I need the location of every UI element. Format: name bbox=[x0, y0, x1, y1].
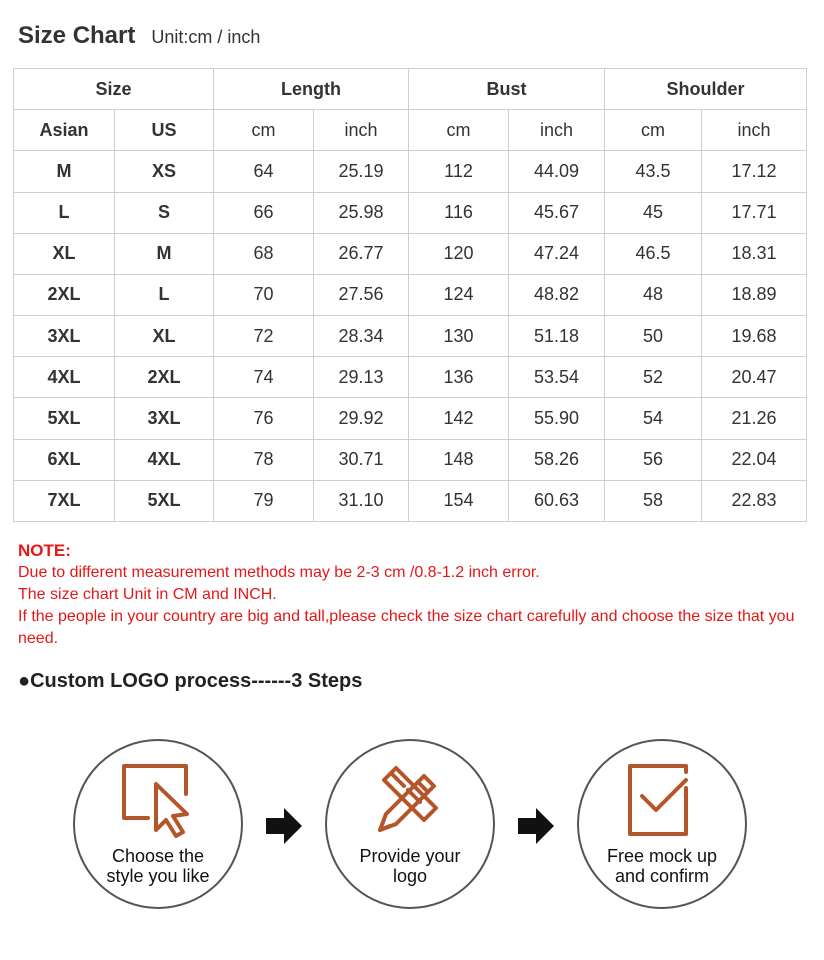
note-line: If the people in your country are big and tall,please check the size chart carefully and choose the size that you need. bbox=[18, 608, 795, 647]
table-cell: 54 bbox=[605, 398, 702, 439]
step-choose-style bbox=[72, 738, 244, 910]
table-cell: 68 bbox=[214, 233, 314, 274]
table-cell: 116 bbox=[409, 192, 509, 233]
arrow-right-icon bbox=[518, 806, 554, 846]
table-cell: 22.04 bbox=[702, 439, 807, 480]
table-cell: 7XL bbox=[14, 480, 115, 521]
table-cell: XL bbox=[14, 233, 115, 274]
table-cell: 22.83 bbox=[702, 480, 807, 521]
shoulder-group-header: Shoulder bbox=[605, 69, 807, 110]
table-cell: 29.13 bbox=[314, 357, 409, 398]
step-label-line: Provide your bbox=[359, 846, 461, 866]
table-cell: 4XL bbox=[115, 439, 214, 480]
table-row bbox=[14, 398, 807, 439]
table-cell: 4XL bbox=[14, 357, 115, 398]
table-cell: XS bbox=[115, 151, 214, 192]
table-cell: 51.18 bbox=[509, 316, 605, 357]
table-cell: 29.92 bbox=[314, 398, 409, 439]
table-cell: 72 bbox=[214, 316, 314, 357]
sub-header-row bbox=[14, 110, 807, 151]
bust-inch-header: inch bbox=[509, 110, 605, 151]
table-cell: 53.54 bbox=[509, 357, 605, 398]
note-line: Due to different measurement methods may be 2-3 cm /0.8-1.2 inch error. bbox=[18, 564, 540, 581]
table-cell: 5XL bbox=[14, 398, 115, 439]
table-cell: 55.90 bbox=[509, 398, 605, 439]
table-cell: M bbox=[14, 151, 115, 192]
step-label bbox=[324, 846, 496, 886]
table-cell: 70 bbox=[214, 274, 314, 315]
note-section bbox=[18, 540, 808, 650]
table-cell: 76 bbox=[214, 398, 314, 439]
length-inch-header: inch bbox=[314, 110, 409, 151]
table-cell: 66 bbox=[214, 192, 314, 233]
table-cell: 48.82 bbox=[509, 274, 605, 315]
table-cell: 120 bbox=[409, 233, 509, 274]
step-label bbox=[576, 846, 748, 886]
table-cell: XL bbox=[115, 316, 214, 357]
shoulder-cm-header: cm bbox=[605, 110, 702, 151]
table-cell: 50 bbox=[605, 316, 702, 357]
table-cell: 3XL bbox=[14, 316, 115, 357]
table-row bbox=[14, 151, 807, 192]
group-header-row bbox=[14, 69, 807, 110]
table-cell: 78 bbox=[214, 439, 314, 480]
table-cell: 130 bbox=[409, 316, 509, 357]
table-cell: 28.34 bbox=[314, 316, 409, 357]
step-label-line: and confirm bbox=[614, 866, 710, 886]
table-cell: 58 bbox=[605, 480, 702, 521]
table-cell: 124 bbox=[409, 274, 509, 315]
table-cell: 5XL bbox=[115, 480, 214, 521]
size-table bbox=[13, 68, 807, 522]
table-cell: 154 bbox=[409, 480, 509, 521]
table-cell: 112 bbox=[409, 151, 509, 192]
step-mock-up bbox=[576, 738, 748, 910]
table-cell: 18.31 bbox=[702, 233, 807, 274]
table-cell: 30.71 bbox=[314, 439, 409, 480]
step-label-line: Free mock up bbox=[606, 846, 718, 866]
table-row bbox=[14, 480, 807, 521]
table-cell: 48 bbox=[605, 274, 702, 315]
table-cell: 64 bbox=[214, 151, 314, 192]
size-chart-header bbox=[18, 22, 260, 50]
table-row bbox=[14, 274, 807, 315]
table-cell: 52 bbox=[605, 357, 702, 398]
table-cell: 31.10 bbox=[314, 480, 409, 521]
table-cell: 25.19 bbox=[314, 151, 409, 192]
table-cell: 58.26 bbox=[509, 439, 605, 480]
table-cell: 2XL bbox=[115, 357, 214, 398]
table-cell: 21.26 bbox=[702, 398, 807, 439]
unit-label: Unit:cm / inch bbox=[151, 27, 261, 47]
table-cell: 45 bbox=[605, 192, 702, 233]
table-cell: L bbox=[115, 274, 214, 315]
table-cell: 6XL bbox=[14, 439, 115, 480]
step-label-line: Choose the bbox=[111, 846, 205, 866]
table-cell: 47.24 bbox=[509, 233, 605, 274]
table-cell: 17.71 bbox=[702, 192, 807, 233]
us-size-header: US bbox=[115, 110, 214, 151]
table-row bbox=[14, 233, 807, 274]
table-row bbox=[14, 439, 807, 480]
table-cell: 148 bbox=[409, 439, 509, 480]
table-cell: 79 bbox=[214, 480, 314, 521]
table-cell: 60.63 bbox=[509, 480, 605, 521]
step-label-line: logo bbox=[392, 866, 428, 886]
table-cell: 25.98 bbox=[314, 192, 409, 233]
table-cell: 3XL bbox=[115, 398, 214, 439]
length-group-header: Length bbox=[214, 69, 409, 110]
size-group-header: Size bbox=[14, 69, 214, 110]
arrow-right-icon bbox=[266, 806, 302, 846]
table-cell: 46.5 bbox=[605, 233, 702, 274]
step-label-line: style you like bbox=[106, 866, 210, 886]
table-cell: 27.56 bbox=[314, 274, 409, 315]
table-cell: 17.12 bbox=[702, 151, 807, 192]
table-row bbox=[14, 316, 807, 357]
table-cell: M bbox=[115, 233, 214, 274]
bust-group-header: Bust bbox=[409, 69, 605, 110]
table-cell: L bbox=[14, 192, 115, 233]
table-cell: 26.77 bbox=[314, 233, 409, 274]
note-title: NOTE: bbox=[18, 541, 71, 560]
table-row bbox=[14, 357, 807, 398]
table-cell: 45.67 bbox=[509, 192, 605, 233]
table-cell: 142 bbox=[409, 398, 509, 439]
table-cell: 74 bbox=[214, 357, 314, 398]
table-cell: 136 bbox=[409, 357, 509, 398]
table-cell: 44.09 bbox=[509, 151, 605, 192]
step-label bbox=[72, 846, 244, 886]
table-cell: 2XL bbox=[14, 274, 115, 315]
table-cell: 43.5 bbox=[605, 151, 702, 192]
step-provide-logo bbox=[324, 738, 496, 910]
table-cell: 56 bbox=[605, 439, 702, 480]
table-cell: S bbox=[115, 192, 214, 233]
table-row bbox=[14, 192, 807, 233]
table-cell: 20.47 bbox=[702, 357, 807, 398]
table-cell: 18.89 bbox=[702, 274, 807, 315]
length-cm-header: cm bbox=[214, 110, 314, 151]
page-title: Size Chart bbox=[18, 22, 136, 49]
shoulder-inch-header: inch bbox=[702, 110, 807, 151]
bust-cm-header: cm bbox=[409, 110, 509, 151]
note-line: The size chart Unit in CM and INCH. bbox=[18, 586, 277, 603]
asian-size-header: Asian bbox=[14, 110, 115, 151]
table-cell: 19.68 bbox=[702, 316, 807, 357]
process-title: ●Custom LOGO process------3 Steps bbox=[18, 670, 363, 692]
